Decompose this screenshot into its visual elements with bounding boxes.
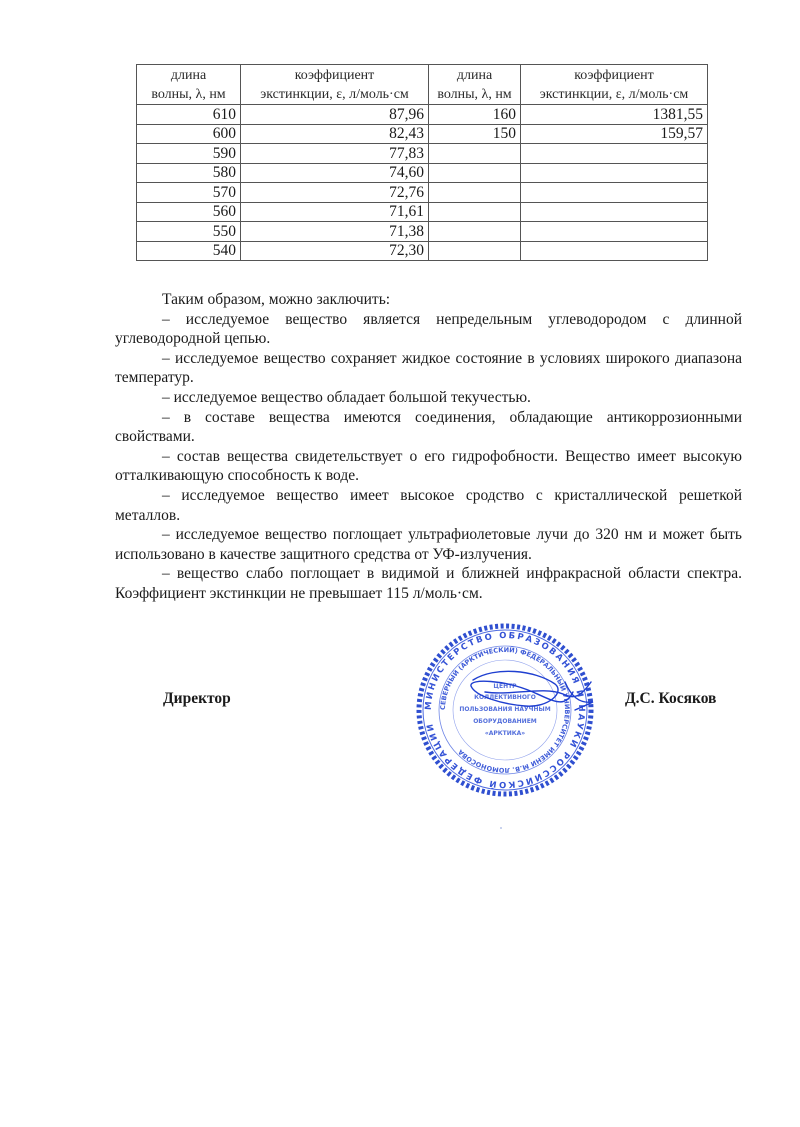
cell-wavelength: 580	[137, 163, 241, 183]
signatory-name: Д.С. Косяков	[625, 690, 717, 707]
cell-extinction	[521, 241, 708, 261]
table-row	[137, 124, 708, 144]
table-row	[137, 202, 708, 222]
cell-wavelength: 540	[137, 241, 241, 261]
cell-extinction: 71,61	[241, 202, 429, 222]
conclusions-intro: Таким образом, можно заключить:	[162, 291, 391, 308]
cell-wavelength: 570	[137, 183, 241, 203]
cell-extinction	[521, 202, 708, 222]
table-row	[137, 163, 708, 183]
cell-extinction: 1381,55	[521, 105, 708, 125]
cell-extinction: 72,30	[241, 241, 429, 261]
cell-extinction	[521, 144, 708, 164]
conclusion-item: – исследуемое вещество является непредельным углеводородом с длинной углеводородной цепью.	[115, 310, 742, 348]
table-header-row	[137, 65, 708, 105]
official-stamp-icon	[415, 622, 595, 798]
cell-extinction: 74,60	[241, 163, 429, 183]
conclusion-item: – исследуемое вещество сохраняет жидкое состояние в условиях широкого диапазона температур.	[115, 349, 742, 387]
svg-text:СЕВЕРНЫЙ (АРКТИЧЕСКИЙ) ФЕДЕРАЛ: СЕВЕРНЫЙ (АРКТИЧЕСКИЙ) ФЕДЕРАЛЬНЫЙ УНИВЕРСИТЕТ ИМЕНИ М.В. ЛОМОНОСОВА	[438, 645, 572, 775]
signatory-title: Директор	[163, 690, 231, 707]
conclusion-item: – исследуемое вещество поглощает ультрафиолетовые лучи до 320 нм и может быть использовано в качестве защитного средства от УФ-излучения.	[115, 526, 742, 563]
table-row	[137, 105, 708, 125]
cell-wavelength	[429, 222, 521, 242]
cell-extinction: 159,57	[521, 124, 708, 144]
svg-text:«АРКТИКА»: «АРКТИКА»	[484, 730, 526, 737]
svg-text:ПОЛЬЗОВАНИЯ НАУЧНЫМ: ПОЛЬЗОВАНИЯ НАУЧНЫМ	[459, 706, 551, 713]
cell-wavelength: 160	[429, 105, 521, 125]
cell-extinction: 72,76	[241, 183, 429, 203]
scan-speck	[500, 827, 502, 829]
header-wavelength-2: длина волны, λ, нм	[429, 65, 521, 105]
svg-text:КОЛЛЕКТИВНОГО: КОЛЛЕКТИВНОГО	[474, 694, 536, 701]
cell-wavelength: 590	[137, 144, 241, 164]
header-extinction-2: коэффициент экстинкции, ε, л/моль·см	[521, 65, 708, 105]
cell-wavelength: 150	[429, 124, 521, 144]
cell-extinction	[521, 163, 708, 183]
conclusions-section	[115, 290, 742, 604]
conclusion-item: – вещество слабо поглощает в видимой и ближней инфракрасной области спектра. Коэффициент экстинкции не превышает 115 л/моль·см.	[115, 565, 742, 602]
svg-text:ЦЕНТР: ЦЕНТР	[493, 683, 517, 690]
cell-wavelength	[429, 202, 521, 222]
table-row	[137, 241, 708, 261]
cell-wavelength: 550	[137, 222, 241, 242]
table-row	[137, 144, 708, 164]
conclusion-item: – исследуемое вещество имеет высокое сродство с кристаллической решеткой металлов.	[115, 486, 742, 524]
header-extinction-1: коэффициент экстинкции, ε, л/моль·см	[241, 65, 429, 105]
cell-extinction: 82,43	[241, 124, 429, 144]
cell-wavelength: 560	[137, 202, 241, 222]
header-wavelength-1: длина волны, λ, нм	[137, 65, 241, 105]
cell-wavelength	[429, 144, 521, 164]
cell-extinction	[521, 183, 708, 203]
table-row	[137, 222, 708, 242]
conclusion-item: – исследуемое вещество обладает большой текучестью.	[162, 388, 531, 406]
svg-text:МИНИСТЕРСТВО ОБРАЗОВАНИЯ И НАУ: МИНИСТЕРСТВО ОБРАЗОВАНИЯ И НАУКИ РОССИЙСКОЙ ФЕДЕРАЦИИ	[423, 630, 587, 790]
conclusion-item: – в составе вещества имеются соединения, обладающие антикоррозионными свойствами.	[115, 408, 742, 446]
cell-extinction	[521, 222, 708, 242]
cell-extinction: 87,96	[241, 105, 429, 125]
cell-wavelength	[429, 163, 521, 183]
cell-wavelength: 610	[137, 105, 241, 125]
cell-wavelength	[429, 241, 521, 261]
cell-extinction: 71,38	[241, 222, 429, 242]
table-row	[137, 183, 708, 203]
svg-text:ОБОРУДОВАНИЕМ: ОБОРУДОВАНИЕМ	[473, 718, 537, 725]
cell-extinction: 77,83	[241, 144, 429, 164]
cell-wavelength: 600	[137, 124, 241, 144]
extinction-table	[136, 64, 708, 261]
cell-wavelength	[429, 183, 521, 203]
conclusion-item: – состав вещества свидетельствует о его гидрофобности. Вещество имеет высокую отталкивающую способность к воде.	[115, 447, 742, 485]
